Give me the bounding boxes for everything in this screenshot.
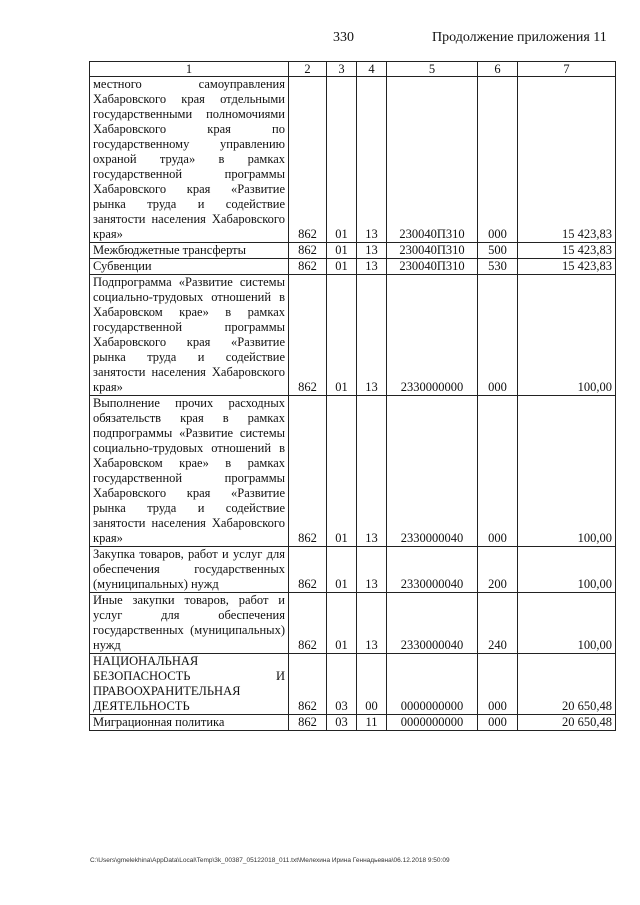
section-code: 01 [327,77,357,243]
subsection-code: 13 [357,259,387,275]
subsection-code: 13 [357,593,387,654]
table-row [90,396,616,547]
target-article-code: 230040П310 [387,259,478,275]
section-code: 01 [327,259,357,275]
ministry-code: 862 [289,275,327,396]
ministry-code: 862 [289,243,327,259]
target-article-code: 2330000040 [387,396,478,547]
row-name: местного самоуправления Хабаровского края отдельными государственными полномочиями Хабаровского края по государственному управлению охраной труда» в рамках государственной программы Хабаровского края «Развитие рынка труда и содействие занятости населения Хабаровского края» [90,77,289,243]
column-header-row [90,62,616,77]
expense-type-code: 500 [478,243,518,259]
row-name: Подпрограмма «Развитие системы социально-трудовых отношений в Хабаровском крае» в рамках государственной программы Хабаровского края «Развитие рынка труда и содействие занятости населения Хабаровского края» [90,275,289,396]
target-article-code: 2330000040 [387,593,478,654]
target-article-code: 2330000040 [387,547,478,593]
amount: 20 650,48 [518,715,616,731]
page-number: 330 [333,30,354,45]
column-header: 2 [289,62,327,77]
target-article-code: 230040П310 [387,243,478,259]
row-name: Закупка товаров, работ и услуг для обеспечения государственных (муниципальных) нужд [90,547,289,593]
ministry-code: 862 [289,654,327,715]
expense-type-code: 000 [478,654,518,715]
target-article-code: 0000000000 [387,654,478,715]
budget-table [89,61,616,731]
ministry-code: 862 [289,259,327,275]
column-header: 5 [387,62,478,77]
amount: 15 423,83 [518,243,616,259]
target-article-code: 2330000000 [387,275,478,396]
table-row [90,77,616,243]
ministry-code: 862 [289,77,327,243]
row-name: Иные закупки товаров, работ и услуг для обеспечения государственных (муниципальных) нужд [90,593,289,654]
expense-type-code: 000 [478,275,518,396]
subsection-code: 13 [357,243,387,259]
table-row [90,547,616,593]
subsection-code: 13 [357,275,387,396]
section-code: 03 [327,715,357,731]
expense-type-code: 000 [478,715,518,731]
expense-type-code: 000 [478,77,518,243]
row-name: Межбюджетные трансферты [90,243,289,259]
subsection-code: 13 [357,77,387,243]
section-code: 01 [327,396,357,547]
amount: 100,00 [518,547,616,593]
subsection-code: 13 [357,547,387,593]
ministry-code: 862 [289,593,327,654]
row-name: Субвенции [90,259,289,275]
section-code: 01 [327,275,357,396]
section-code: 03 [327,654,357,715]
table-row [90,715,616,731]
expense-type-code: 200 [478,547,518,593]
column-header: 3 [327,62,357,77]
section-code: 01 [327,547,357,593]
row-name: Выполнение прочих расходных обязательств края в рамках подпрограммы «Развитие системы социально-трудовых отношений в Хабаровском крае» в рамках государственной программы Хабаровского края «Развитие рынка труда и содействие занятости населения Хабаровского края» [90,396,289,547]
amount: 15 423,83 [518,77,616,243]
expense-type-code: 000 [478,396,518,547]
table-row [90,654,616,715]
amount: 100,00 [518,396,616,547]
amount: 100,00 [518,593,616,654]
table-row [90,275,616,396]
expense-type-code: 530 [478,259,518,275]
section-code: 01 [327,593,357,654]
target-article-code: 0000000000 [387,715,478,731]
footer-file-path: C:\Users\gmelekhina\AppData\Local\Temp\3k_00387_05122018_011.txt\Мелехина Ирина Геннадьевна\06.12.2018 9:50:09 [90,857,450,864]
column-header: 1 [90,62,289,77]
appendix-label: Продолжение приложения 11 [432,30,607,45]
table-row [90,593,616,654]
subsection-code: 11 [357,715,387,731]
row-name: Миграционная политика [90,715,289,731]
section-code: 01 [327,243,357,259]
column-header: 6 [478,62,518,77]
ministry-code: 862 [289,715,327,731]
target-article-code: 230040П310 [387,77,478,243]
amount: 15 423,83 [518,259,616,275]
table-row [90,243,616,259]
amount: 20 650,48 [518,654,616,715]
table-row [90,259,616,275]
ministry-code: 862 [289,396,327,547]
row-name: НАЦИОНАЛЬНАЯ БЕЗОПАСНОСТЬ И ПРАВООХРАНИТЕЛЬНАЯ ДЕЯТЕЛЬНОСТЬ [90,654,289,715]
subsection-code: 00 [357,654,387,715]
amount: 100,00 [518,275,616,396]
ministry-code: 862 [289,547,327,593]
column-header: 4 [357,62,387,77]
subsection-code: 13 [357,396,387,547]
expense-type-code: 240 [478,593,518,654]
column-header: 7 [518,62,616,77]
